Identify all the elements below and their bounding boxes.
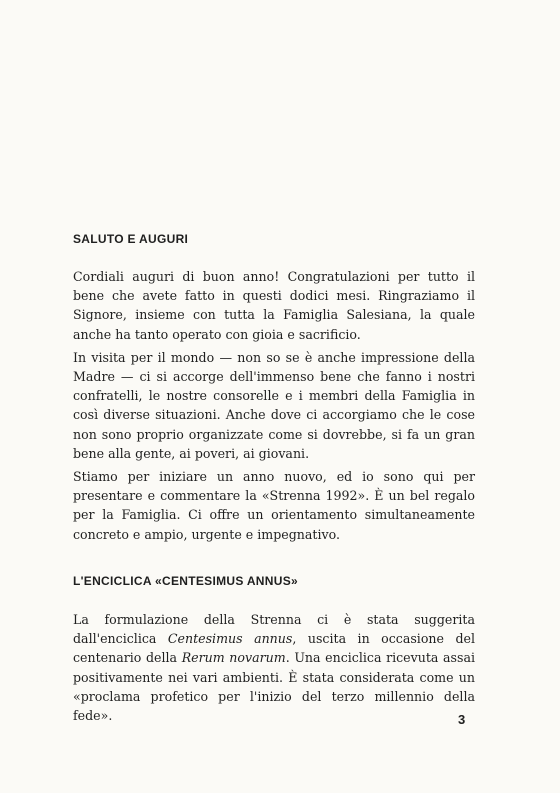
- paragraph-formulazione: [73, 610, 475, 725]
- paragraph-auguri: Cordiali auguri di buon anno! Congratulazioni per tutto il bene che avete fatto in questi dodici mesi. Ringraziamo il Signore, insieme con tutta la Famiglia Salesiana, la quale anche ha tanto operato con gioia e sacrificio.: [73, 269, 475, 342]
- italic-title-centesimus: Centesimus annus: [167, 631, 293, 647]
- section-heading-saluto: SALUTO E AUGURI: [73, 232, 189, 246]
- page-number: 3: [458, 712, 466, 727]
- paragraph-visita: In visita per il mondo — non so se è anche impressione della Madre — ci si accorge dell'immenso bene che fanno i nostri confratelli, le nostre consorelle e i membri della Famiglia in così diverse situazioni. Anche dove ci accorgiamo che le cose non sono proprio organizzate come si dovrebbe, si fa un gran bene alla gente, ai poveri, ai giovani.: [73, 349, 475, 461]
- section-saluto-body: [73, 267, 475, 548]
- paragraph-text-part: . Una enciclica ricevuta assai positivamente nei vari ambienti. È stata considerata come un «proclama profetico per l'inizio del terzo millennio della fede».: [73, 650, 476, 724]
- paragraph-text-part: , uscita in occasione del centenario della: [73, 631, 475, 666]
- paragraph-strenna: Stiamo per iniziare un anno nuovo, ed io sono qui per presentare e commentare la «Strenna 1992». È un bel regalo per la Famiglia. Ci offre un orientamento simultaneamente concreto e ampio, urgente e impegnativo.: [73, 469, 475, 542]
- section-enciclica-body: [73, 610, 475, 729]
- italic-title-rerum: Rerum novarum: [181, 650, 286, 666]
- section-heading-enciclica: L'ENCICLICA «CENTESIMUS ANNUS»: [73, 574, 298, 588]
- paragraph-text-part: La formulazione della Strenna ci è stata suggerita dall'enciclica: [73, 612, 475, 647]
